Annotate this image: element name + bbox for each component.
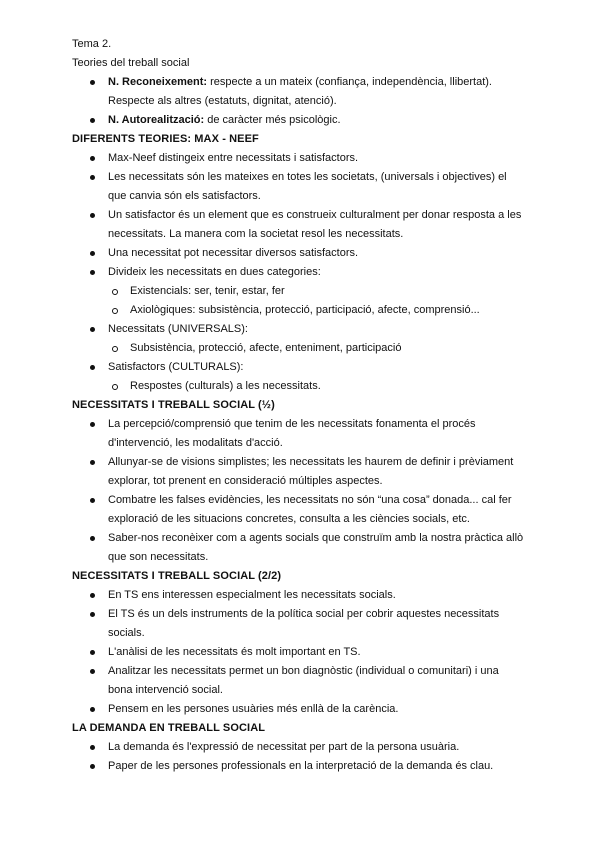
item-text: que son necessitats. (108, 551, 209, 563)
item-text: Allunyar-se de visions simplistes; les necessitats les haurem de definir i prèviament (108, 456, 514, 468)
bullet-icon (90, 422, 95, 427)
list-item (72, 358, 522, 377)
item-text: La percepció/comprensió que tenim de les necessitats fonamenta el procés (108, 418, 476, 430)
item-text: L'anàlisi de les necessitats és molt important en TS. (108, 646, 361, 658)
list-item (72, 738, 522, 757)
bullet-icon (90, 536, 95, 541)
section-heading: NECESSITATS I TREBALL SOCIAL (½) (72, 399, 275, 411)
section1-list (72, 149, 522, 396)
list-item (72, 586, 522, 605)
item-text: Existencials: ser, tenir, estar, fer (130, 285, 285, 297)
list-item (72, 529, 522, 567)
list-item (72, 168, 522, 206)
bullet-icon (90, 327, 95, 332)
document-content (72, 35, 522, 776)
bullet-icon (90, 460, 95, 465)
circle-bullet-icon (112, 289, 118, 295)
bullet-icon (90, 707, 95, 712)
bullet-icon (90, 612, 95, 617)
circle-bullet-icon (112, 384, 118, 390)
section-heading: NECESSITATS I TREBALL SOCIAL (2/2) (72, 570, 282, 582)
bullet-icon (90, 745, 95, 750)
section-heading: DIFERENTS TEORIES: MAX - NEEF (72, 133, 259, 145)
item-text: socials. (108, 627, 145, 639)
sub-list-item (72, 377, 522, 396)
section-heading: LA DEMANDA EN TREBALL SOCIAL (72, 722, 266, 734)
document-subtitle: Teories del treball social (72, 57, 190, 69)
bullet-icon (90, 365, 95, 370)
sub-list-item (72, 282, 522, 301)
intro-list (72, 73, 522, 130)
section2-list (72, 415, 522, 567)
bullet-icon (90, 669, 95, 674)
list-item (72, 111, 522, 130)
item-text: En TS ens interessen especialment les necessitats socials. (108, 589, 396, 601)
list-item (72, 73, 522, 111)
bullet-icon (90, 650, 95, 655)
item-text: Axiològiques: subsistència, protecció, participació, afecte, comprensió... (130, 304, 480, 316)
circle-bullet-icon (112, 308, 118, 314)
section4-list (72, 738, 522, 776)
bullet-icon (90, 118, 95, 123)
list-item (72, 757, 522, 776)
bullet-icon (90, 213, 95, 218)
item-text: de caràcter més psicològic. (207, 114, 341, 126)
item-text: Un satisfactor és un element que es construeix culturalment per donar resposta a les (108, 209, 522, 221)
bullet-icon (90, 764, 95, 769)
item-text: Necessitats (UNIVERSALS): (108, 323, 248, 335)
sub-list-item (72, 301, 522, 320)
item-text: d'intervenció, les modalitats d'acció. (108, 437, 283, 449)
list-item (72, 491, 522, 529)
section3-list (72, 586, 522, 719)
item-text: Divideix les necessitats en dues categories: (108, 266, 321, 278)
item-text: Analitzar les necessitats permet un bon diagnòstic (individual o comunitari) i una (108, 665, 499, 677)
list-item (72, 662, 522, 700)
list-item (72, 206, 522, 244)
item-text: Combatre les falses evidències, les necessitats no són “una cosa” donada... cal fer (108, 494, 512, 506)
bullet-icon (90, 80, 95, 85)
item-text: que canvia són els satisfactors. (108, 190, 261, 202)
item-text: Les necessitats són les mateixes en totes les societats, (universals i objectives) el (108, 171, 507, 183)
item-text: Subsistència, protecció, afecte, enteniment, participació (130, 342, 402, 354)
item-text: Max-Neef distingeix entre necessitats i satisfactors. (108, 152, 359, 164)
list-item (72, 320, 522, 339)
sub-list-item (72, 339, 522, 358)
item-text: Respecte als altres (estatuts, dignitat, atenció). (108, 95, 337, 107)
list-item (72, 453, 522, 491)
list-item (72, 149, 522, 168)
bullet-icon (90, 175, 95, 180)
bullet-icon (90, 156, 95, 161)
item-text: Satisfactors (CULTURALS): (108, 361, 244, 373)
bullet-icon (90, 270, 95, 275)
item-text: respecte a un mateix (confiança, independència, llibertat). (210, 76, 492, 88)
item-text: Pensem en les persones usuàries més enllà de la carència. (108, 703, 399, 715)
item-text: explorar, tot prenent en consideració múltiples aspectes. (108, 475, 383, 487)
list-item (72, 415, 522, 453)
item-text: Una necessitat pot necessitar diversos satisfactors. (108, 247, 359, 259)
item-text: La demanda és l'expressió de necessitat per part de la persona usuària. (108, 741, 460, 753)
bullet-icon (90, 498, 95, 503)
bullet-icon (90, 251, 95, 256)
item-text: Paper de les persones professionals en la interpretació de la demanda és clau. (108, 760, 494, 772)
item-text: El TS és un dels instruments de la política social per cobrir aquestes necessitats (108, 608, 500, 620)
item-bold-label: N. Reconeixement: (108, 76, 208, 88)
list-item (72, 643, 522, 662)
tema-label: Tema 2. (72, 38, 112, 50)
list-item (72, 263, 522, 282)
circle-bullet-icon (112, 346, 118, 352)
list-item (72, 700, 522, 719)
list-item (72, 244, 522, 263)
item-bold-label: N. Autorealització: (108, 114, 205, 126)
bullet-icon (90, 593, 95, 598)
item-text: Respostes (culturals) a les necessitats. (130, 380, 321, 392)
item-text: Saber-nos reconèixer com a agents socials que construïm amb la nostra pràctica allò (108, 532, 524, 544)
item-text: bona intervenció social. (108, 684, 223, 696)
list-item (72, 605, 522, 643)
item-text: necessitats. La manera com la societat resol les necessitats. (108, 228, 404, 240)
item-text: exploració de les situacions concretes, consulta a les ciències socials, etc. (108, 513, 470, 525)
